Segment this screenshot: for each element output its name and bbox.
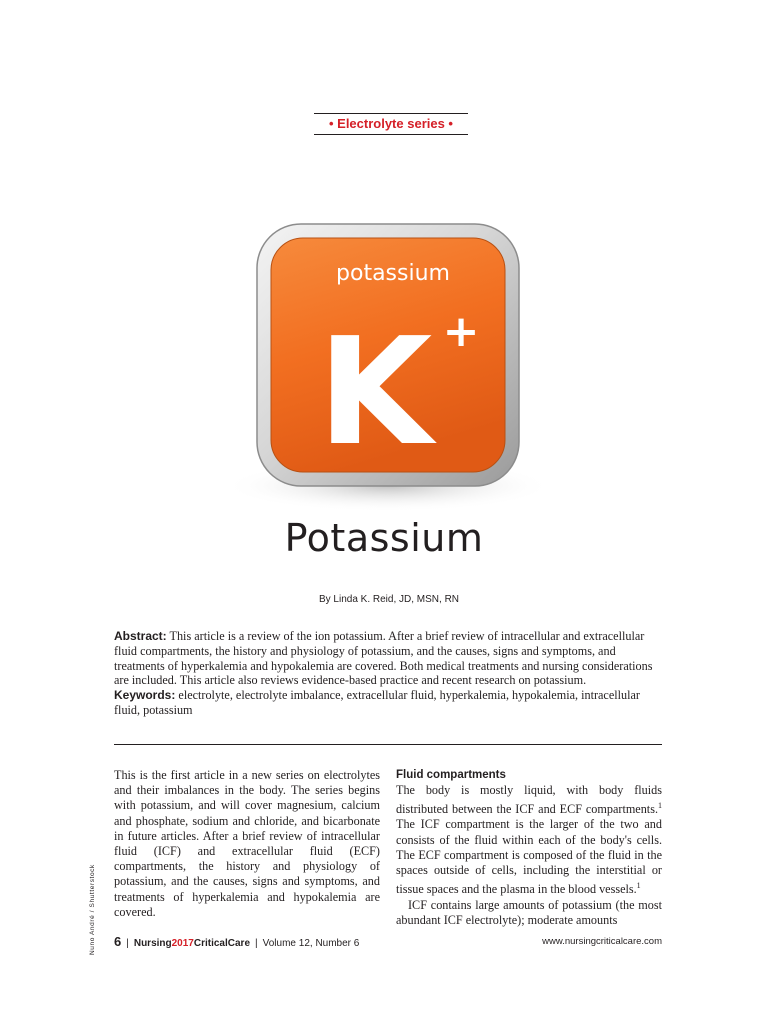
potassium-tile-image <box>183 158 587 558</box>
footer-separator: | <box>126 938 129 949</box>
tile-word: potassium <box>336 261 450 286</box>
abstract-block <box>114 629 662 718</box>
abstract-label: Abstract: <box>114 629 167 643</box>
fluid-text-b: The ICF compartment is the larger of the two and consists of the fluid within each of the body's cells. The ECF compartment is composed of the fluid in the spaces outside of cells, including the interstitial or tissue spaces and the plasma in the blood vessels. <box>396 817 662 897</box>
magazine-name-prefix: Nursing <box>133 938 172 949</box>
magazine-year: 2017 <box>171 938 194 949</box>
journal-url[interactable]: www.nursingcriticalcare.com <box>542 936 662 947</box>
article-title: Potassium <box>284 516 484 560</box>
issue-info: Volume 12, Number 6 <box>262 938 360 949</box>
tile-symbol: K <box>317 306 433 478</box>
potassium-tile-graphic <box>183 158 587 558</box>
byline: By Linda K. Reid, JD, MSN, RN <box>318 594 460 605</box>
body-column-right <box>396 768 662 928</box>
fluid-paragraph-1 <box>396 783 662 898</box>
footer-separator-2: | <box>255 938 258 949</box>
citation-2: 1 <box>636 881 641 891</box>
section-divider <box>114 744 662 745</box>
page-footer <box>114 934 662 950</box>
section-heading: Fluid compartments <box>396 769 506 781</box>
fluid-text-a: The body is mostly liquid, with body fluids distributed between the ICF and ECF compartments. <box>396 783 662 817</box>
keywords-label: Keywords: <box>114 688 176 703</box>
footer-left <box>114 934 359 949</box>
intro-paragraph: This is the first article in a new series on electrolytes and their imbalances in the body. The series begins with potassium, and will cover magnesium, calcium and phosphate, sodium and chloride, and bicarbonate in future articles. After a brief review of intracellular fluid (ICF) and extracellular fluid (ECF) compartments, the history and physiology of potassium, and the causes, signs and symptoms, and treatments of hyperkalemia and hypokalemia are covered. <box>114 768 380 919</box>
image-credit: Nuno André / Shutterstock <box>89 864 96 955</box>
series-label: • Electrolyte series • <box>314 113 468 135</box>
body-column-left <box>114 768 380 920</box>
fluid-paragraph-2: ICF contains large amounts of potassium (the most abundant ICF electrolyte); moderate amounts <box>396 897 662 927</box>
abstract-text: This article is a review of the ion potassium. After a brief review of intracellular and extracellular fluid compartments, the history and physiology of potassium, and the causes, signs and symptoms, and treatments of hyperkalemia and hypokalemia are covered. Both medical treatments and nursing considerations are included. This article also reviews evidence-based practice and recent research on potassium. <box>114 629 653 688</box>
magazine-name-suffix: CriticalCare <box>193 938 251 949</box>
tile-charge: + <box>442 306 480 357</box>
page-number: 6 <box>114 934 122 949</box>
citation-1: 1 <box>658 801 662 811</box>
keywords-text: electrolyte, electrolyte imbalance, extracellular fluid, hyperkalemia, hypokalemia, intracellular fluid, potassium <box>114 688 640 717</box>
